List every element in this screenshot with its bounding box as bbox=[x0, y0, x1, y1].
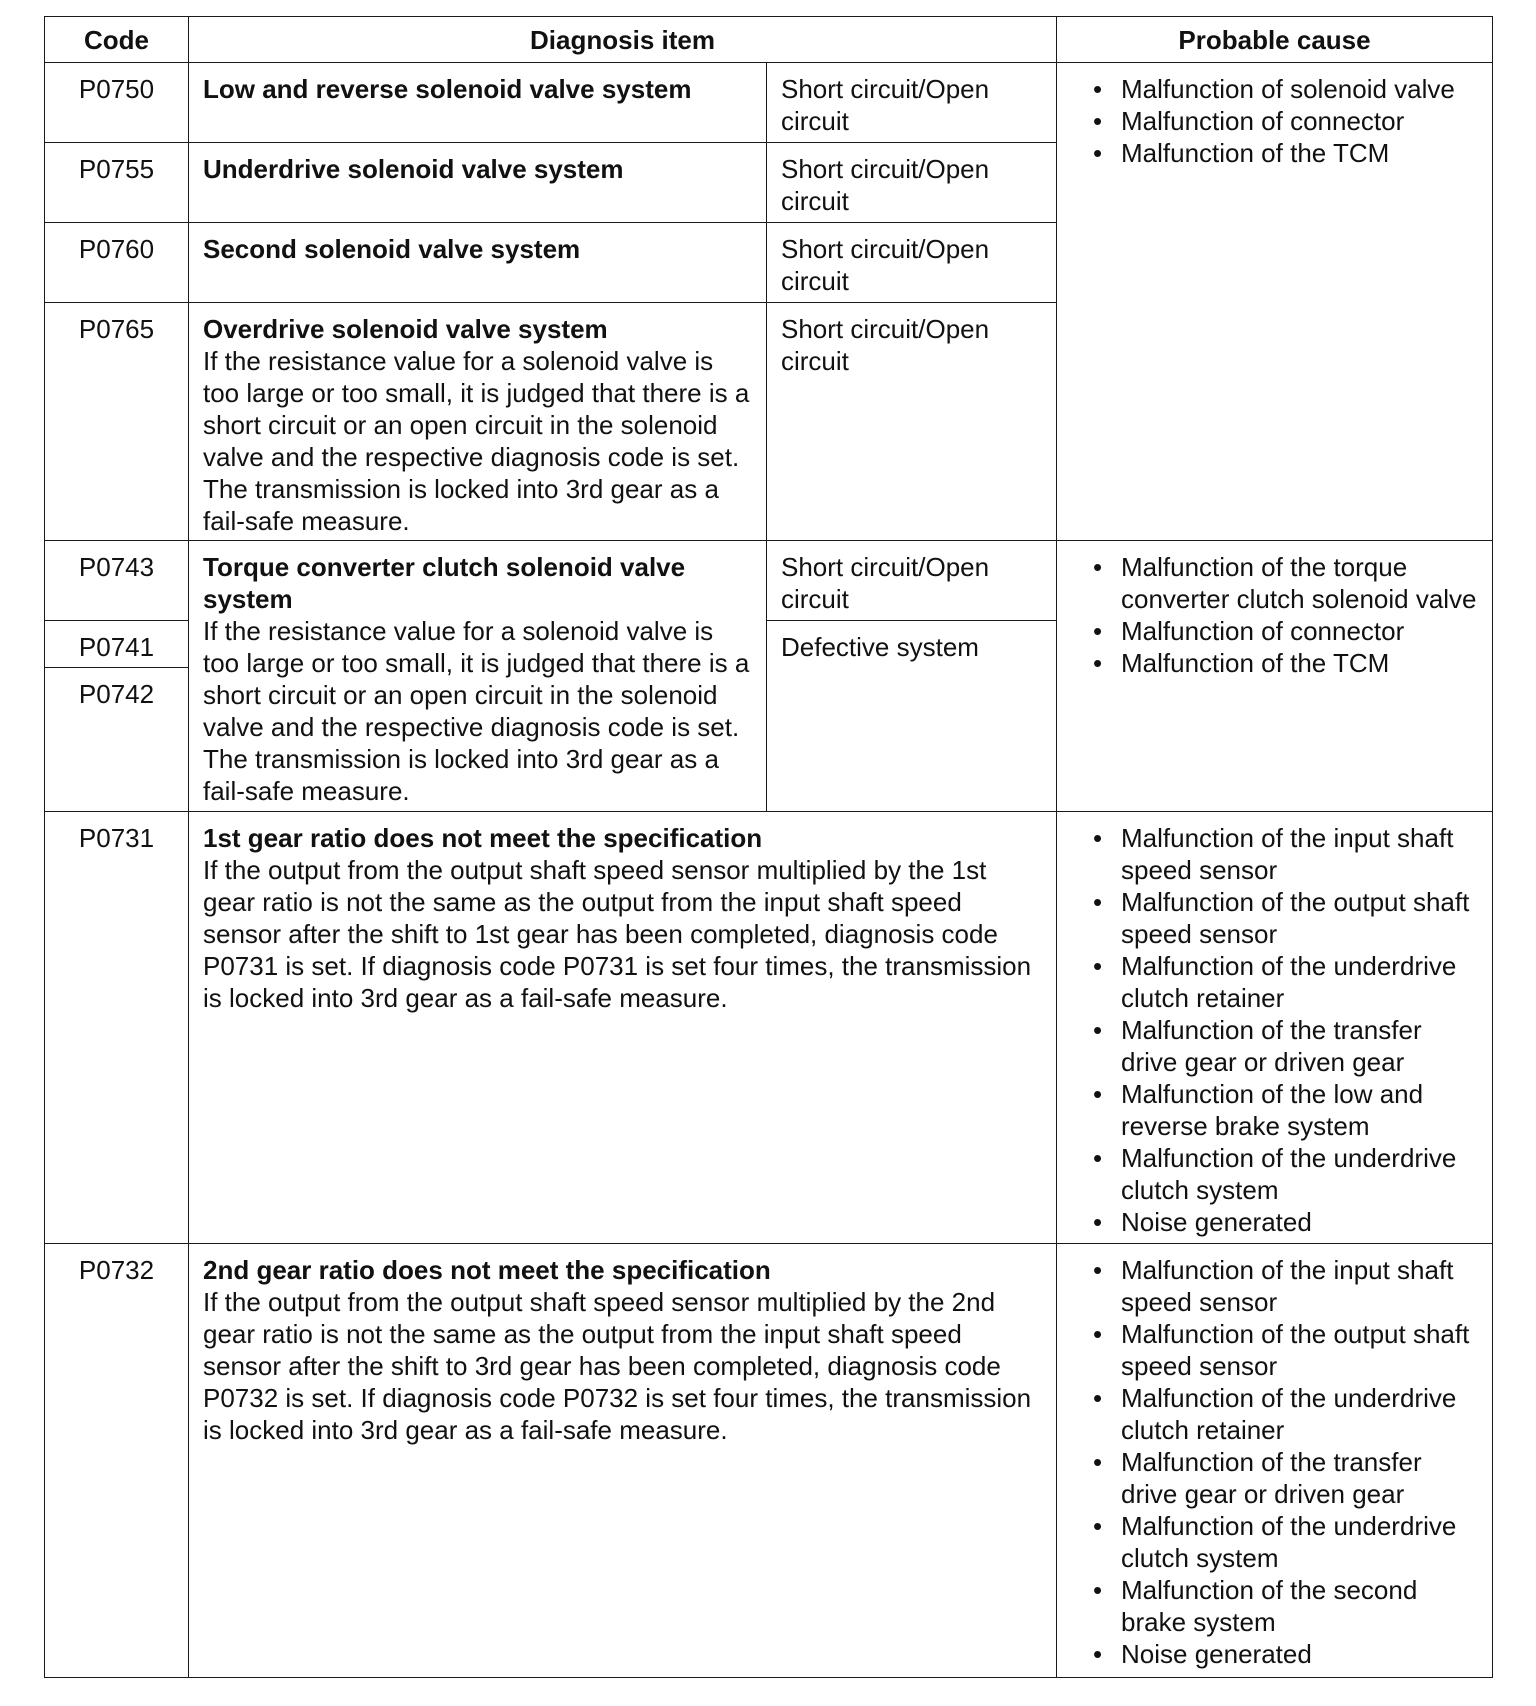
diagnosis-item-cell bbox=[189, 812, 1057, 1244]
code-cell: P0732 bbox=[45, 1244, 189, 1678]
code-cell: P0755 bbox=[45, 143, 189, 223]
item-description: If the output from the output shaft speed sensor multiplied by the 1st gear ratio is not the same as the output from the input shaft speed sensor after the shift to 1st gear has been completed, diagnosis code P0731 is set. If diagnosis code P0731 is set four times, the transmission is locked into 3rd gear as a fail-safe measure. bbox=[203, 855, 1032, 1013]
item-description: If the resistance value for a solenoid valve is too large or too small, it is judged that there is a short circuit or an open circuit in the solenoid valve and the respective diagnosis code is set. The transmission is locked into 3rd gear as a fail-safe measure. bbox=[203, 616, 750, 806]
cause-item: • Malfunction of connector bbox=[1093, 615, 1482, 647]
table-row bbox=[45, 63, 1493, 143]
item-title: 2nd gear ratio does not meet the specification bbox=[203, 1255, 771, 1285]
probable-cause-cell bbox=[1057, 1244, 1493, 1678]
code-cell: P0741 bbox=[45, 621, 189, 668]
condition-cell: Defective system bbox=[767, 621, 1057, 812]
condition-cell: Short circuit/Open circuit bbox=[767, 223, 1057, 303]
code-cell: P0750 bbox=[45, 63, 189, 143]
diagnosis-item-cell bbox=[189, 143, 767, 223]
diagnosis-table bbox=[44, 16, 1493, 1678]
code-cell: P0743 bbox=[45, 541, 189, 621]
condition-cell: Short circuit/Open circuit bbox=[767, 303, 1057, 541]
diagnosis-item-cell bbox=[189, 63, 767, 143]
cause-item: • Malfunction of the output shaft speed sensor bbox=[1093, 1318, 1482, 1382]
cause-item: • Malfunction of connector bbox=[1093, 105, 1482, 137]
diagnosis-item-cell bbox=[189, 1244, 1057, 1678]
diagnosis-item-cell bbox=[189, 223, 767, 303]
item-description: If the output from the output shaft speed sensor multiplied by the 2nd gear ratio is not the same as the output from the input shaft speed sensor after the shift to 3rd gear has been completed, diagnosis code P0732 is set. If diagnosis code P0732 is set four times, the transmission is locked into 3rd gear as a fail-safe measure. bbox=[203, 1287, 1032, 1445]
cause-item: • Malfunction of the output shaft speed sensor bbox=[1093, 886, 1482, 950]
cause-list bbox=[1093, 822, 1482, 1238]
cause-item: • Malfunction of the torque converter clutch solenoid valve bbox=[1093, 551, 1482, 615]
code-cell: P0760 bbox=[45, 223, 189, 303]
item-title: 1st gear ratio does not meet the specification bbox=[203, 823, 763, 853]
cause-item: • Malfunction of the underdrive clutch system bbox=[1093, 1142, 1482, 1206]
item-title: Underdrive solenoid valve system bbox=[203, 154, 624, 184]
cause-item: • Malfunction of the input shaft speed sensor bbox=[1093, 822, 1482, 886]
condition-cell: Short circuit/Open circuit bbox=[767, 143, 1057, 223]
cause-item: • Malfunction of the TCM bbox=[1093, 647, 1482, 679]
probable-cause-cell bbox=[1057, 812, 1493, 1244]
code-cell: P0765 bbox=[45, 303, 189, 541]
header-diagnosis-item: Diagnosis item bbox=[189, 17, 1057, 63]
cause-item: • Malfunction of the TCM bbox=[1093, 137, 1482, 169]
table-row bbox=[45, 812, 1493, 1244]
cause-item: • Malfunction of the low and reverse brake system bbox=[1093, 1078, 1482, 1142]
code-cell: P0742 bbox=[45, 668, 189, 812]
cause-item: • Noise generated bbox=[1093, 1206, 1482, 1238]
cause-list bbox=[1093, 551, 1482, 679]
cause-item: • Malfunction of the underdrive clutch retainer bbox=[1093, 950, 1482, 1014]
table-row bbox=[45, 541, 1493, 621]
header-row bbox=[45, 17, 1493, 63]
item-description: If the resistance value for a solenoid valve is too large or too small, it is judged that there is a short circuit or an open circuit in the solenoid valve and the respective diagnosis code is set. The transmission is locked into 3rd gear as a fail-safe measure. bbox=[203, 346, 750, 536]
item-title: Second solenoid valve system bbox=[203, 234, 581, 264]
item-title: Low and reverse solenoid valve system bbox=[203, 74, 692, 104]
cause-item: • Malfunction of solenoid valve bbox=[1093, 73, 1482, 105]
condition-cell: Short circuit/Open circuit bbox=[767, 541, 1057, 621]
item-title: Overdrive solenoid valve system bbox=[203, 314, 608, 344]
cause-list bbox=[1093, 73, 1482, 169]
diagnosis-item-cell bbox=[189, 541, 767, 812]
cause-item: • Malfunction of the input shaft speed sensor bbox=[1093, 1254, 1482, 1318]
condition-cell: Short circuit/Open circuit bbox=[767, 63, 1057, 143]
cause-list bbox=[1093, 1254, 1482, 1670]
cause-item: • Noise generated bbox=[1093, 1638, 1482, 1670]
header-probable-cause: Probable cause bbox=[1057, 17, 1493, 63]
header-code: Code bbox=[45, 17, 189, 63]
code-cell: P0731 bbox=[45, 812, 189, 1244]
probable-cause-cell bbox=[1057, 541, 1493, 812]
cause-item: • Malfunction of the second brake system bbox=[1093, 1574, 1482, 1638]
probable-cause-cell bbox=[1057, 63, 1493, 541]
cause-item: • Malfunction of the transfer drive gear or driven gear bbox=[1093, 1014, 1482, 1078]
diagnosis-item-cell bbox=[189, 303, 767, 541]
item-title: Torque converter clutch solenoid valve system bbox=[203, 552, 686, 614]
table-row bbox=[45, 1244, 1493, 1678]
cause-item: • Malfunction of the underdrive clutch retainer bbox=[1093, 1382, 1482, 1446]
cause-item: • Malfunction of the underdrive clutch system bbox=[1093, 1510, 1482, 1574]
cause-item: • Malfunction of the transfer drive gear or driven gear bbox=[1093, 1446, 1482, 1510]
